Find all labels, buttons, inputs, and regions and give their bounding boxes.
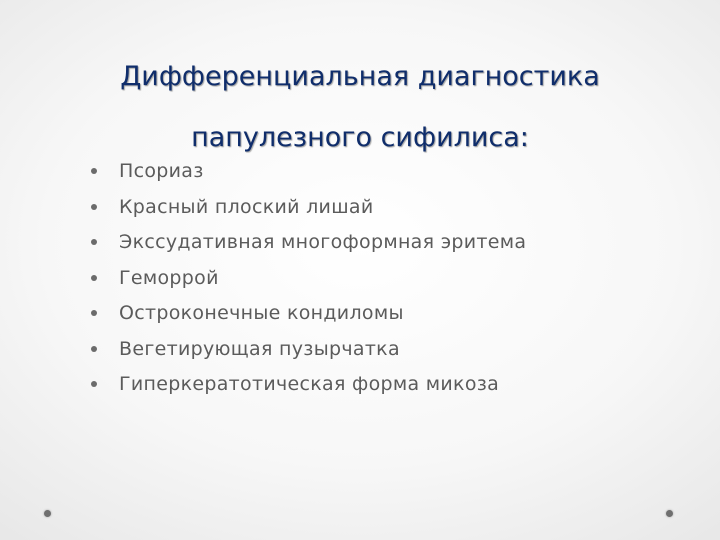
bullet-text: Геморрой	[119, 266, 219, 289]
bullet-text: Остроконечные кондиломы	[119, 302, 404, 324]
bullet-text: Экссудативная многоформная эритема	[119, 231, 527, 253]
bullet-icon	[91, 239, 97, 245]
bullet-item	[88, 367, 526, 403]
corner-dot-right-icon	[666, 510, 673, 517]
bullet-icon	[91, 168, 97, 174]
bullet-text: Вегетирующая пузырчатка	[119, 337, 400, 360]
bullet-item	[88, 332, 526, 368]
bullet-item	[88, 190, 526, 226]
title-line-2: папулезного сифилиса:	[191, 122, 529, 153]
bullet-icon	[91, 275, 97, 281]
bullet-icon	[91, 346, 97, 352]
slide-title	[40, 46, 680, 168]
bullet-item	[88, 296, 526, 332]
bullet-icon	[91, 381, 97, 387]
bullet-item	[88, 154, 526, 190]
bullet-item	[88, 261, 526, 297]
bullet-item	[88, 225, 526, 261]
corner-dot-left-icon	[44, 510, 51, 517]
bullet-text: Красный плоский лишай	[119, 195, 374, 218]
bullet-list	[88, 154, 526, 403]
bullet-icon	[91, 310, 97, 316]
bullet-text: Гиперкератотическая форма микоза	[119, 373, 500, 395]
title-line-1: Дифференциальная диагностика	[120, 61, 600, 92]
bullet-text: Псориаз	[119, 160, 204, 182]
bullet-icon	[91, 204, 97, 210]
